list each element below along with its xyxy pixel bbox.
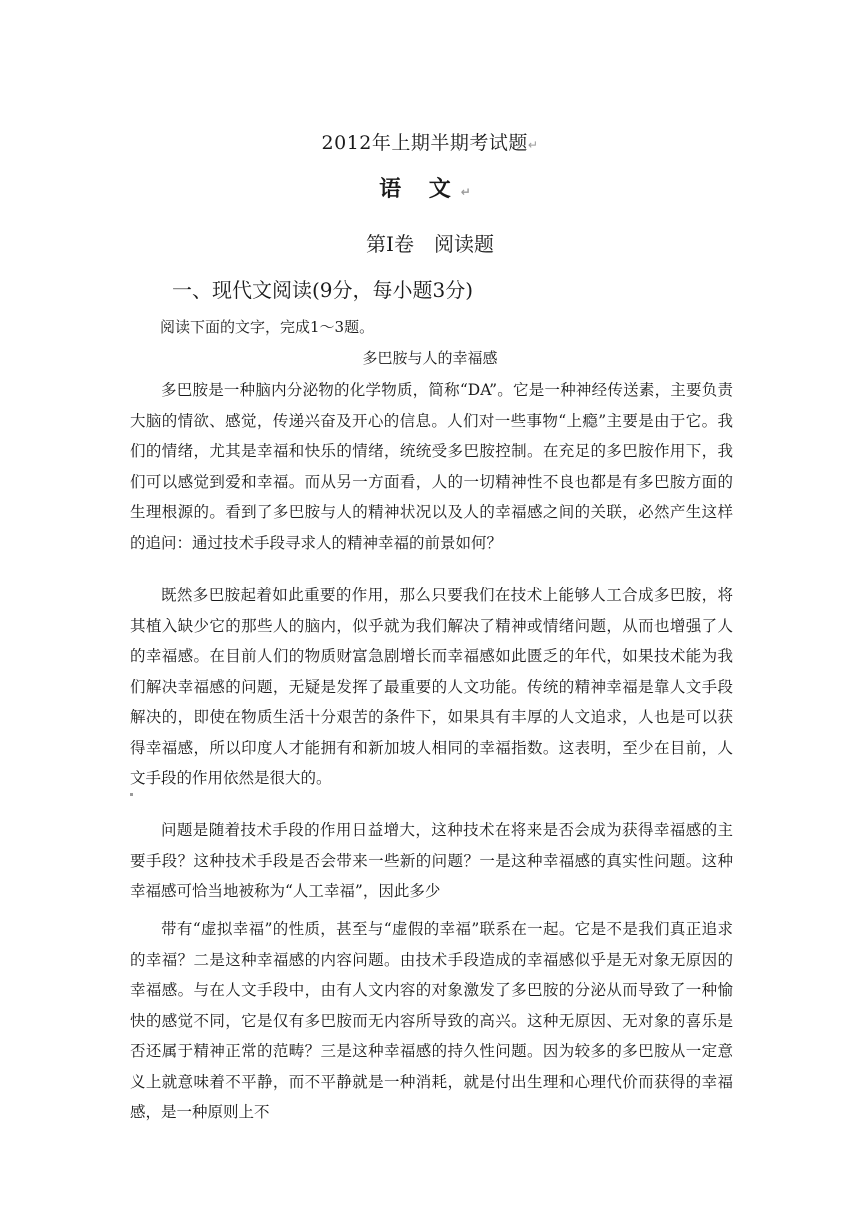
- article-paragraph: 既然多巴胺起着如此重要的作用，那么只要我们在技术上能够人工合成多巴胺，将其植入缺少它的那些人的脑内，似乎就为我们解决了精神或情绪问题，从而也增强了人的幸福感。在目前人们的物质财富急剧增长而幸福感如此匮乏的年代，如果技术能为我们解决幸福感的问题，无疑是发挥了最重要的人文功能。传统的精神幸福是靠人文手段解决的，即使在物质生活十分艰苦的条件下，如果具有丰厚的人文追求，人也是可以获得幸福感，所以印度人才能拥有和新加坡人相同的幸福指数。这表明，至少在目前，人文手段的作用依然是很大的。: [130, 586, 733, 787]
- paragraph-mark-icon: ↵: [460, 185, 481, 199]
- subject-title: [0, 172, 860, 203]
- stray-mark: [130, 793, 133, 796]
- exam-title-text: 2012年上期半期考试题: [321, 132, 528, 154]
- reading-instruction: 阅读下面的文字，完成1～3题。: [160, 318, 375, 336]
- article-paragraph: 问题是随着技术手段的作用日益增大，这种技术在将来是否会成为获得幸福感的主要手段？这种技术手段是否会带来一些新的问题？一是这种幸福感的真实性问题。这种幸福感可恰当地被称为“人工幸福”，因此多少: [130, 821, 733, 900]
- article-body-block: [130, 580, 733, 794]
- article-body-block: [130, 914, 733, 1128]
- article-paragraph: 多巴胺是一种脑内分泌物的化学物质，简称“DA”。它是一种神经传送素，主要负责大脑的情欲、感觉，传递兴奋及开心的信息。人们对一些事物“上瘾”主要是由于它。我们的情绪，尤其是幸福和快乐的情绪，统统受多巴胺控制。在充足的多巴胺作用下，我们可以感觉到爱和幸福。而从另一方面看，人的一切精神性不良也都是有多巴胺方面的生理根源的。看到了多巴胺与人的精神状况以及人的幸福感之间的关联，必然产生这样的追问：通过技术手段寻求人的精神幸福的前景如何？: [130, 381, 733, 552]
- subject-title-text: 语 文: [379, 176, 461, 202]
- paragraph-mark-icon: ↵: [527, 138, 539, 152]
- article-body-block: [130, 815, 733, 907]
- exam-title: [0, 128, 860, 155]
- part-title: 第Ⅰ卷 阅读题: [366, 232, 494, 256]
- section-title: 一、现代文阅读(9分，每小题3分): [172, 278, 474, 302]
- article-title: 多巴胺与人的幸福感: [362, 349, 498, 367]
- article-body-block: [130, 375, 733, 558]
- article-paragraph: 带有“虚拟幸福”的性质，甚至与“虚假的幸福”联系在一起。它是不是我们真正追求的幸福？二是这种幸福感的内容问题。由技术手段造成的幸福感似乎是无对象无原因的幸福感。与在人文手段中，由有人文内容的对象激发了多巴胺的分泌从而导致了一种愉快的感觉不同，它是仅有多巴胺而无内容所导致的高兴。这种无原因、无对象的喜乐是否还属于精神正常的范畴？三是这种幸福感的持久性问题。因为较多的多巴胺从一定意义上就意味着不平静，而不平静就是一种消耗，就是付出生理和心理代价而获得的幸福感，是一种原则上不: [130, 920, 733, 1121]
